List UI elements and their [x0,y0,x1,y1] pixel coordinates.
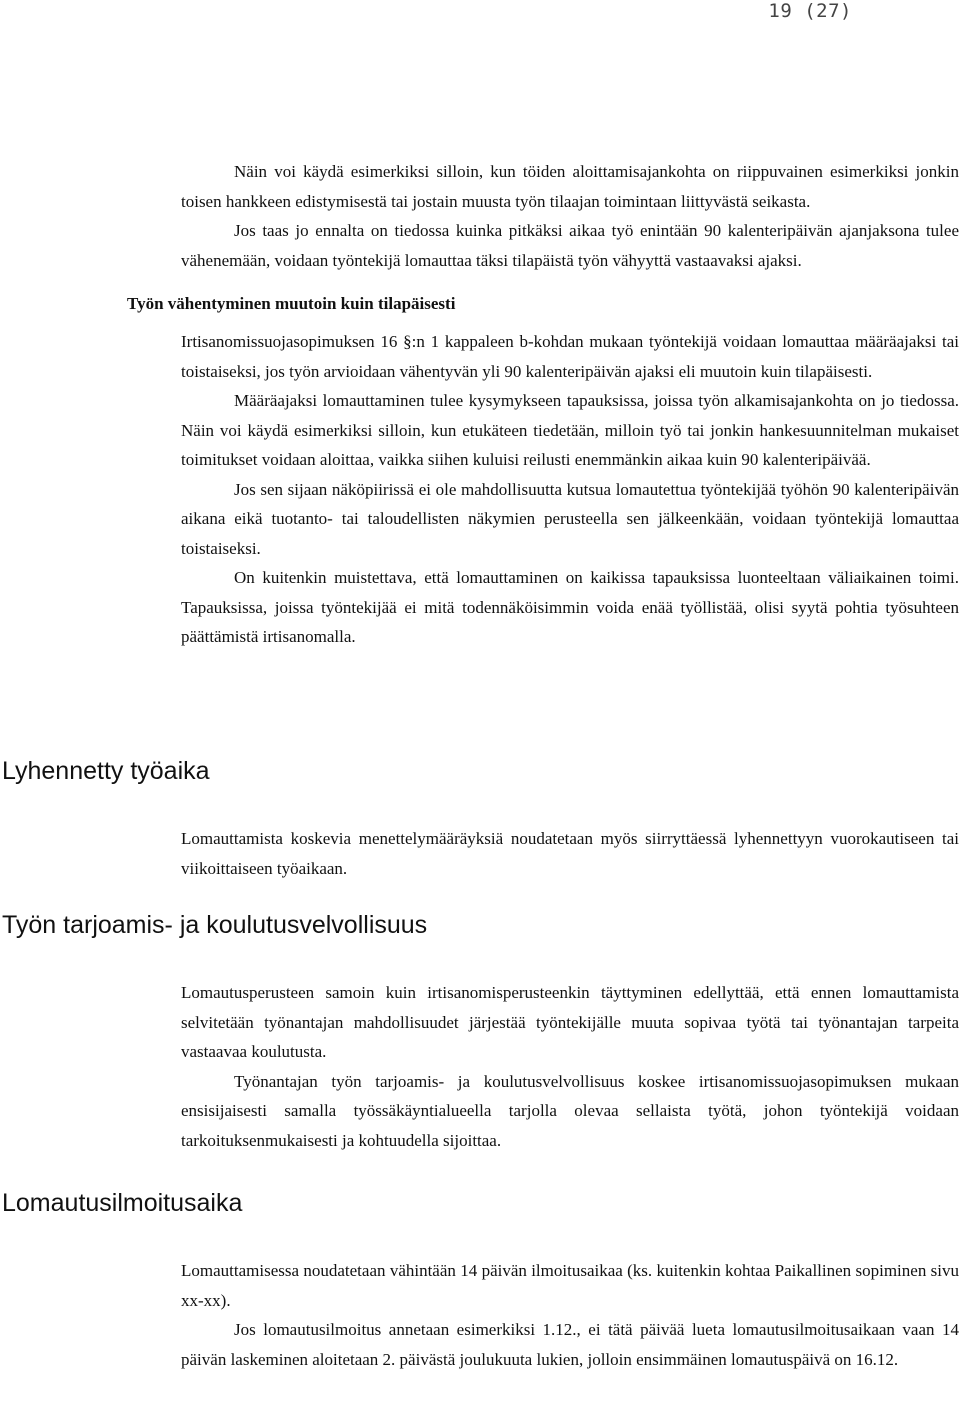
tyon-vahentyminen-paragraph-4: On kuitenkin muistettava, että lomauttaminen on kaikissa tapauksissa luonteeltaan väliaikainen toimi. Tapauksissa, joissa työntekijää ei mitä todennäköisimmin voida enää työllistää, olisi syytä pohtia työsuhteen päättämistä irtisanomalla. [181,568,959,646]
heading-lyhennetty-tyoaika: Lyhennetty työaika [2,757,210,785]
heading-lomautusilmoitusaika: Lomautusilmoitusaika [2,1189,243,1217]
tyon-vahentyminen-paragraph-2: Määräajaksi lomauttaminen tulee kysymykseen tapauksissa, joissa työn alkamisajankohta on jo tiedossa. Näin voi käydä esimerkiksi silloin, kun etukäteen tiedetään, milloin työ tai jonkin hankesuunnitelman mukaiset toimitukset voidaan aloittaa, vaikka siihen kuluisi reilusti enemmänkin aikaa kuin 90 kalenteripäivää. [181,391,959,469]
tyon-vahentyminen-paragraph-1: Irtisanomissuojasopimuksen 16 §:n 1 kappaleen b-kohdan mukaan työntekijä voidaan lomauttaa määräajaksi tai toistaiseksi, jos työn arvioidaan vähentyvän yli 90 kalenteripäivän ajaksi eli muutoin kuin tilapäisesti. [181,332,959,381]
lyhennetty-paragraph-1: Lomauttamista koskevia menettelymääräyksiä noudatetaan myös siirryttäessä lyhennettyyn vuorokautiseen tai viikoittaiseen työaikaan. [181,829,959,878]
tarjoamis-section [181,978,959,1155]
tyon-vahentyminen-section [181,327,959,652]
lyhennetty-section [181,824,959,883]
lomautusilmoitusaika-paragraph-2: Jos lomautusilmoitus annetaan esimerkiksi 1.12., ei tätä päivää lueta lomautusilmoitusaikaan vaan 14 päivän laskeminen aloitetaan 2. päivästä joulukuuta lukien, jolloin ensimmäinen lomautuspäivä on 16.12. [181,1320,959,1369]
tyon-vahentyminen-paragraph-3: Jos sen sijaan näköpiirissä ei ole mahdollisuutta kutsua lomautettua työntekijää työhön 90 kalenteripäivän aikana eikä tuotanto- tai taloudellisten näkymien perusteella sen jälkeenkään, voidaan työntekijä lomauttaa toistaiseksi. [181,479,959,558]
page-number: 19 (27) [768,0,852,22]
tarjoamis-paragraph-2: Työnantajan työn tarjoamis- ja koulutusvelvollisuus koskee irtisanomissuojasopimuksen mukaan ensisijaisesti samalla työssäkäyntialueella tarjolla olevaa sellaista työtä, johon työntekijä voidaan tarkoituksenmukaisesti ja kohtuudella sijoittaa. [181,1071,959,1150]
lomautusilmoitusaika-section [181,1256,959,1374]
intro-section [181,157,959,275]
intro-paragraph-1: Näin voi käydä esimerkiksi silloin, kun töiden aloittamisajankohta on riippuvainen esimerkiksi jonkin toisen hankkeen edistymisestä tai jostain muusta työn tilaajan toimintaan liittyvästä seikasta. [181,162,959,211]
lomautusilmoitusaika-paragraph-1: Lomauttamisessa noudatetaan vähintään 14 päivän ilmoitusaikaa (ks. kuitenkin kohtaa Paikallinen sopiminen sivu xx-xx). [181,1261,959,1310]
subheading-tyon-vahentyminen: Työn vähentyminen muutoin kuin tilapäisesti [127,294,456,313]
intro-paragraph-2: Jos taas jo ennalta on tiedossa kuinka pitkäksi aikaa työ enintään 90 kalenteripäivän ajanjaksona tulee vähenemään, voidaan työntekijä lomauttaa täksi tilapäistä työn vähyyttä vastaavaksi ajaksi. [181,221,959,270]
heading-tyon-tarjoamis: Työn tarjoamis- ja koulutusvelvollisuus [2,911,428,939]
tarjoamis-paragraph-1: Lomautusperusteen samoin kuin irtisanomisperusteenkin täyttyminen edellyttää, että ennen lomauttamista selvitetään työnantajan mahdollisuudet järjestää työntekijälle muuta sopivaa työtä tai työnantajan tarpeita vastaavaa koulutusta. [181,983,959,1061]
